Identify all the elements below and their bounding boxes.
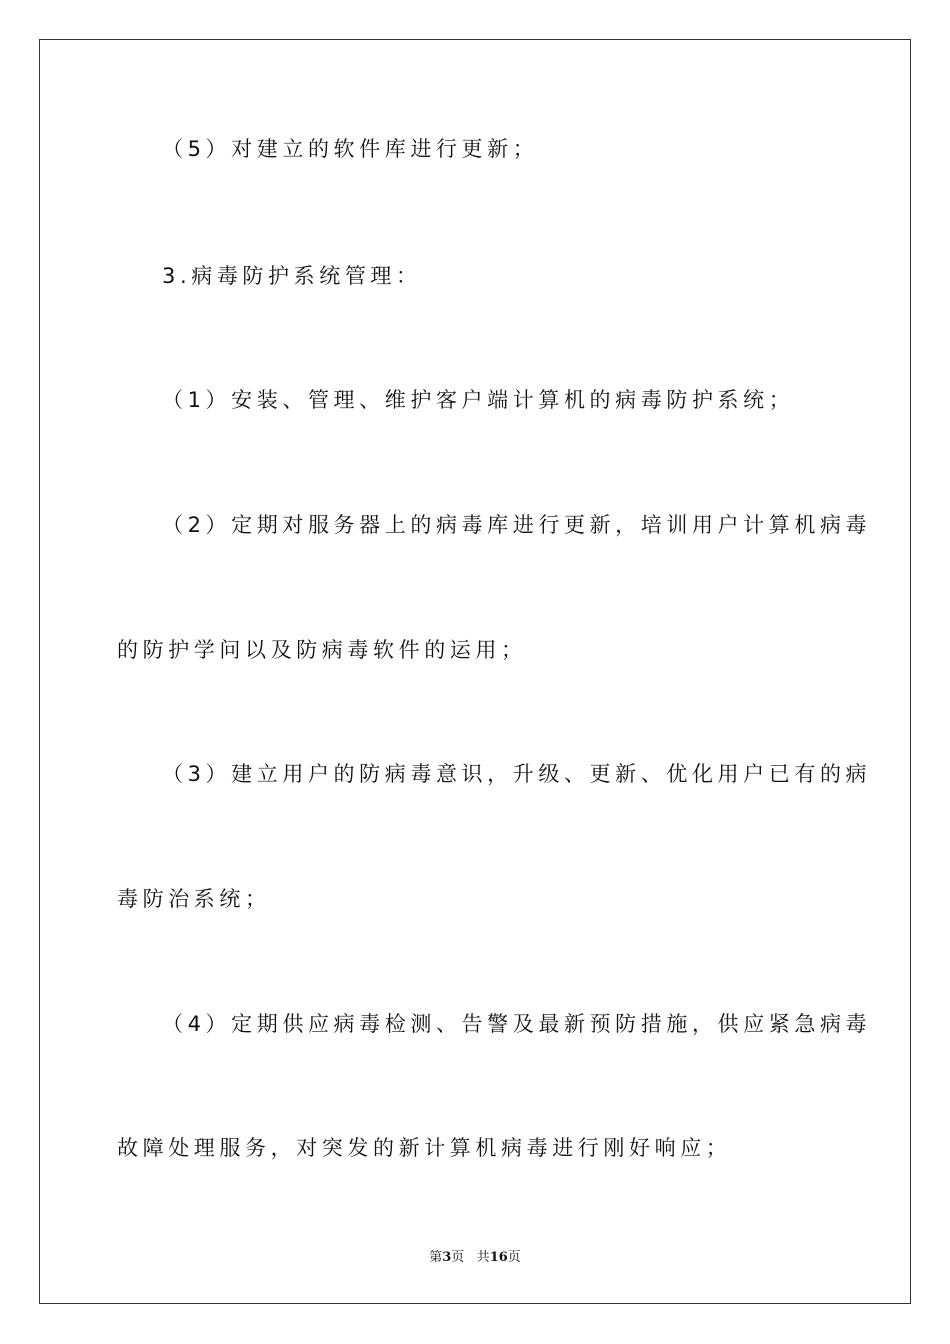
footer-total-prefix: 共 — [476, 1250, 490, 1265]
footer-page-suffix: 页 — [451, 1250, 465, 1265]
footer-total-suffix: 页 — [507, 1250, 521, 1265]
section-heading: 3.病毒防护系统管理： — [162, 264, 422, 288]
paragraph-line: （3）建立用户的防病毒意识，升级、更新、优化用户已有的病 — [162, 762, 872, 786]
page-footer — [0, 1246, 950, 1265]
footer-page-number: 3 — [442, 1250, 452, 1265]
paragraph-line: 的防护学问以及防病毒软件的运用； — [117, 638, 527, 662]
paragraph-line: 毒防治系统； — [117, 887, 271, 911]
paragraph-line: （1）安装、管理、维护客户端计算机的病毒防护系统； — [162, 388, 795, 412]
paragraph-line: （4）定期供应病毒检测、告警及最新预防措施，供应紧急病毒 — [162, 1012, 872, 1036]
footer-page-prefix: 第 — [429, 1250, 443, 1265]
paragraph-line: （5）对建立的软件库进行更新； — [162, 137, 539, 161]
paragraph-line: （2）定期对服务器上的病毒库进行更新，培训用户计算机病毒 — [162, 513, 872, 537]
paragraph-line: 故障处理服务，对突发的新计算机病毒进行刚好响应； — [117, 1136, 732, 1160]
page-border — [39, 39, 911, 1304]
footer-total-pages: 16 — [489, 1250, 508, 1265]
